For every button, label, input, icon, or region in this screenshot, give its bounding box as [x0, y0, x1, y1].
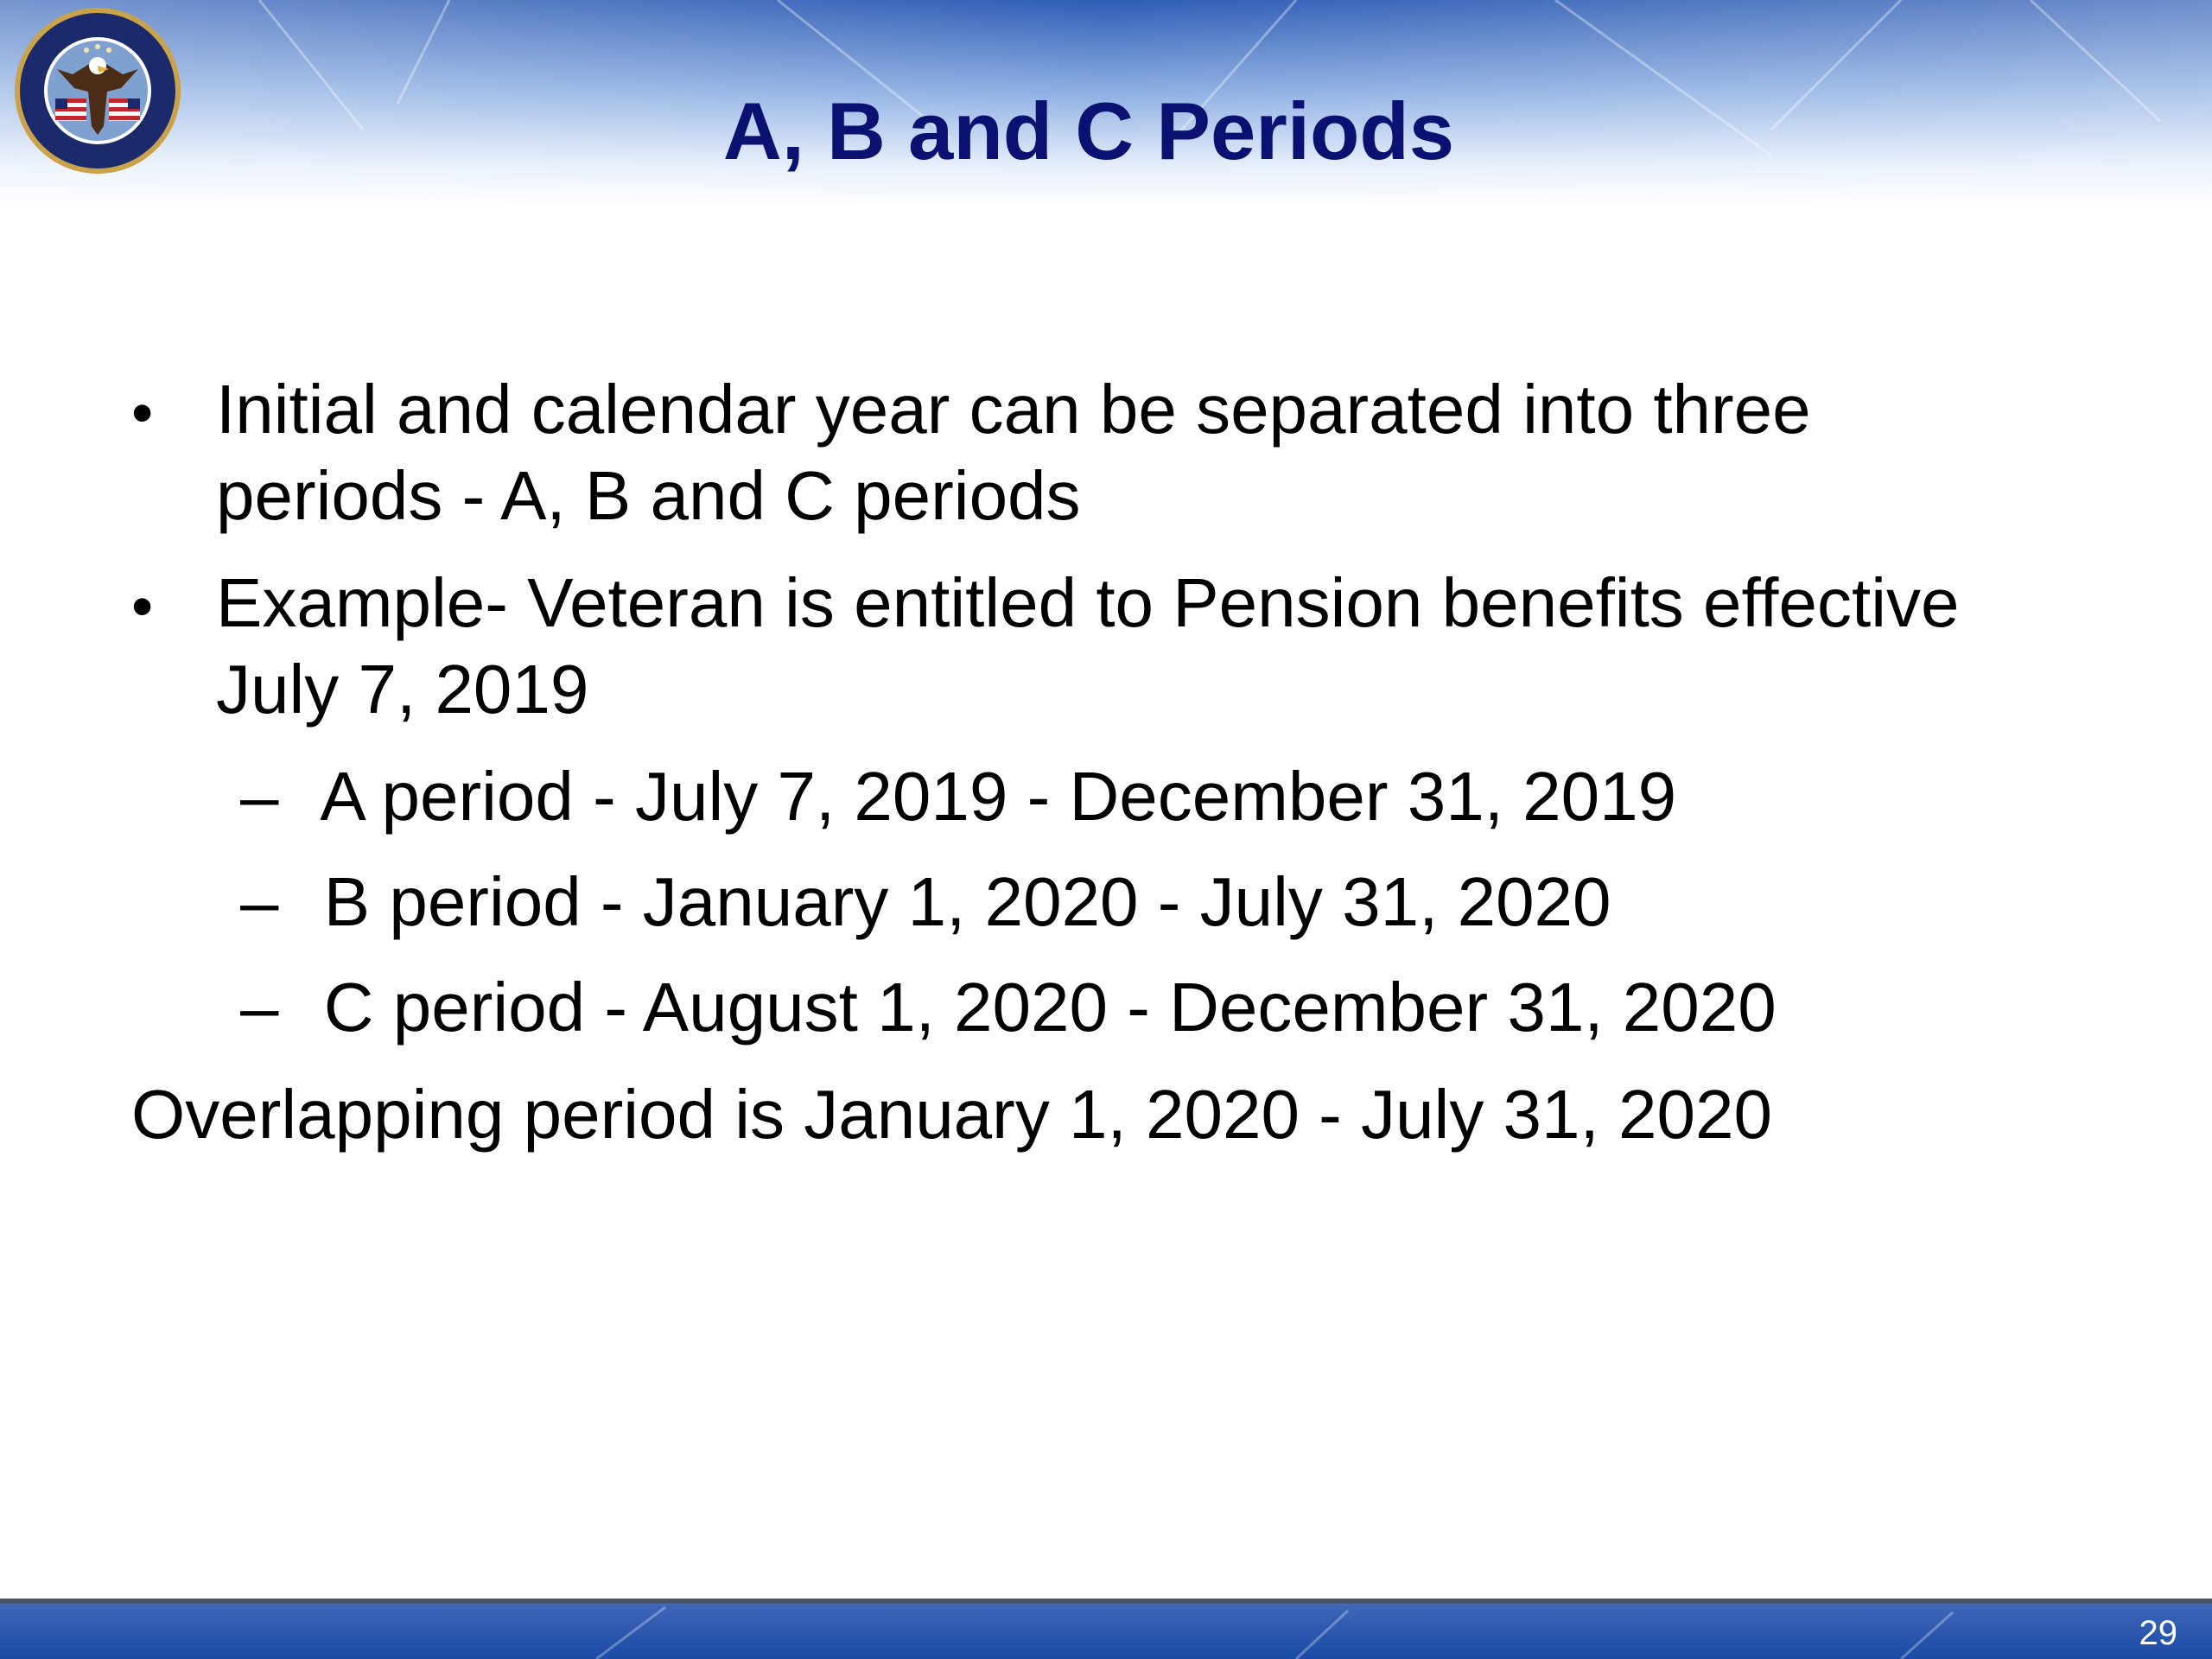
sub-bullet-item [240, 859, 2141, 945]
sub-bullet-marker: – [240, 969, 279, 1046]
sub-bullet-item [240, 964, 2141, 1051]
bullet-line: July 7, 2019 [216, 651, 589, 728]
slide-title: A, B and C Periods [722, 86, 1455, 176]
bullet-marker: • [131, 378, 154, 448]
page-number: 29 [2139, 1614, 2177, 1652]
sub-bullet-text: A period - July 7, 2019 - December 31, 2019 [320, 758, 1677, 835]
sub-bullet-text: B period - January 1, 2020 - July 31, 2020 [323, 863, 1611, 940]
bullet-marker: • [131, 572, 154, 641]
footer-banner [0, 1599, 2212, 1659]
bullet-item [216, 366, 2117, 539]
bullet-item [216, 560, 2117, 733]
overlap-summary: Overlapping period is January 1, 2020 - July 31, 2020 [131, 1076, 1772, 1153]
bullet-line: Initial and calendar year can be separated into three [216, 371, 1811, 448]
sub-bullet-marker: – [240, 863, 279, 940]
sub-bullet-marker: – [240, 758, 279, 835]
sub-bullet-text: C period - August 1, 2020 - December 31, 2020 [323, 969, 1777, 1046]
bullet-line: periods - A, B and C periods [216, 457, 1081, 534]
sub-bullet-item [240, 753, 2141, 840]
bullet-line: Example- Veteran is entitled to Pension benefits effective [216, 564, 1960, 641]
